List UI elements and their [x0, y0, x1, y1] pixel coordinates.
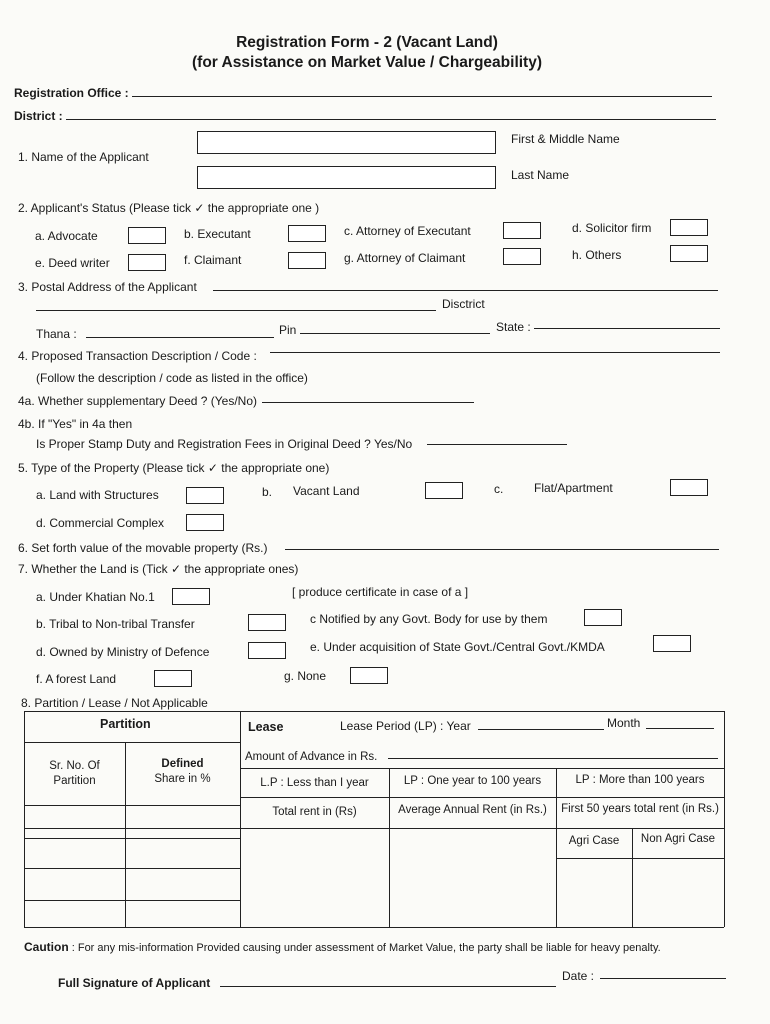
q8-label: 8. Partition / Lease / Not Applicable — [21, 696, 208, 710]
advance-amount-field[interactable] — [388, 758, 718, 759]
land-notified-checkbox[interactable] — [584, 609, 622, 626]
land-forest-checkbox[interactable] — [154, 670, 192, 687]
agri-case-header: Agri Case — [568, 835, 620, 847]
status-others-checkbox[interactable] — [670, 245, 708, 262]
lease-period-label: Lease Period (LP) : Year — [340, 719, 471, 733]
q4a-field[interactable] — [262, 402, 474, 403]
status-advocate-label: a. Advocate — [35, 229, 98, 243]
property-commercial-label: d. Commercial Complex — [36, 516, 165, 530]
property-flat-label: Flat/Apartment — [534, 481, 613, 495]
lease-month-field[interactable] — [646, 728, 714, 729]
status-attorney-executant-label: c. Attorney of Executant — [344, 224, 471, 238]
registration-office-field[interactable] — [132, 96, 712, 97]
form-subtitle: (for Assistance on Market Value / Chargeability) — [192, 54, 542, 71]
land-tribal-checkbox[interactable] — [248, 614, 286, 631]
non-agri-case-header: Non Agri Case — [640, 833, 716, 845]
sr-no-header-2: Partition — [53, 775, 96, 787]
property-vacant-checkbox[interactable] — [425, 482, 463, 499]
land-khatian-checkbox[interactable] — [172, 588, 210, 605]
property-b-label: b. — [262, 485, 273, 499]
property-flat-checkbox[interactable] — [670, 479, 708, 496]
movable-value-field[interactable] — [285, 549, 719, 550]
q7-label: 7. Whether the Land is (Tick ✓ the appropriate ones) — [18, 562, 299, 576]
land-tribal-label: b. Tribal to Non-tribal Transfer — [36, 617, 195, 631]
status-deedwriter-checkbox[interactable] — [128, 254, 166, 271]
property-commercial-checkbox[interactable] — [186, 514, 224, 531]
status-attorney-claimant-label: g. Attorney of Claimant — [344, 251, 466, 265]
status-deedwriter-label: e. Deed writer — [35, 256, 110, 270]
signature-label: Full Signature of Applicant — [58, 976, 211, 990]
land-khatian-label: a. Under Khatian No.1 — [36, 590, 155, 604]
q5-label: 5. Type of the Property (Please tick ✓ the appropriate one) — [18, 461, 330, 475]
signature-field[interactable] — [220, 986, 556, 987]
lp-more-header: LP : More than 100 years — [575, 774, 705, 786]
pin-label: Pin — [279, 323, 297, 337]
q6-label: 6. Set forth value of the movable property (Rs.) — [18, 541, 268, 555]
status-solicitor-label: d. Solicitor firm — [572, 221, 652, 235]
state-field[interactable] — [534, 328, 720, 329]
q4b-label: 4b. If "Yes" in 4a then — [18, 417, 133, 431]
last-name-label: Last Name — [511, 168, 570, 182]
land-defence-label: d. Owned by Ministry of Defence — [36, 645, 210, 659]
lease-year-field[interactable] — [478, 729, 604, 730]
status-attorney-claimant-checkbox[interactable] — [503, 248, 541, 265]
advance-label: Amount of Advance in Rs. — [245, 751, 378, 763]
sr-no-header-1: Sr. No. Of — [49, 760, 100, 772]
status-attorney-executant-checkbox[interactable] — [503, 222, 541, 239]
q4-note: (Follow the description / code as listed in the office) — [36, 371, 308, 385]
q4b-field[interactable] — [427, 444, 567, 445]
status-executant-checkbox[interactable] — [288, 225, 326, 242]
thana-field[interactable] — [86, 337, 274, 338]
q1-label: 1. Name of the Applicant — [18, 150, 149, 164]
land-none-checkbox[interactable] — [350, 667, 388, 684]
q3-label: 3. Postal Address of the Applicant — [18, 280, 197, 294]
defined-header-2: Share in % — [154, 773, 211, 785]
land-notified-label: c Notified by any Govt. Body for use by them — [310, 612, 548, 626]
certificate-note: [ produce certificate in case of a ] — [292, 585, 469, 599]
q4-label: 4. Proposed Transaction Description / Code : — [18, 349, 257, 363]
avg-rent-header: Average Annual Rent (in Rs.) — [398, 804, 547, 816]
property-structures-label: a. Land with Structures — [36, 488, 159, 502]
status-executant-label: b. Executant — [184, 227, 251, 241]
first50-header: First 50 years total rent (in Rs.) — [561, 803, 719, 815]
first-middle-name-input[interactable] — [197, 131, 496, 154]
status-claimant-checkbox[interactable] — [288, 252, 326, 269]
first-middle-name-label: First & Middle Name — [511, 132, 620, 146]
pin-field[interactable] — [300, 333, 490, 334]
form-title: Registration Form - 2 (Vacant Land) — [236, 34, 498, 51]
state-label: State : — [496, 320, 531, 334]
lp-less-header: L.P : Less than I year — [260, 777, 369, 789]
caution-label: Caution — [24, 940, 69, 954]
caution-note — [24, 940, 661, 954]
q4a-label: 4a. Whether supplementary Deed ? (Yes/No) — [18, 394, 258, 408]
status-advocate-checkbox[interactable] — [128, 227, 166, 244]
property-structures-checkbox[interactable] — [186, 487, 224, 504]
postal-address-field-1[interactable] — [213, 290, 718, 291]
last-name-input[interactable] — [197, 166, 496, 189]
land-acquisition-label: e. Under acquisition of State Govt./Central Govt./KMDA — [310, 640, 605, 654]
district-label: District : — [14, 109, 63, 123]
lease-month-label: Month — [607, 716, 641, 730]
transaction-code-field[interactable] — [270, 352, 720, 353]
total-rent-header: Total rent in (Rs) — [272, 806, 357, 818]
status-claimant-label: f. Claimant — [184, 253, 242, 267]
caution-text: : For any mis-information Provided causing under assessment of Market Value, the party shall be liable for heavy penalty. — [71, 942, 661, 954]
registration-office-label: Registration Office : — [14, 86, 129, 100]
status-others-label: h. Others — [572, 248, 622, 262]
postal-address-field-2[interactable] — [36, 310, 436, 311]
land-none-label: g. None — [284, 669, 327, 683]
date-field[interactable] — [600, 978, 726, 979]
land-defence-checkbox[interactable] — [248, 642, 286, 659]
partition-header: Partition — [100, 717, 151, 731]
district-field[interactable] — [66, 119, 716, 120]
land-forest-label: f. A forest Land — [36, 672, 117, 686]
defined-header-1: Defined — [161, 758, 204, 770]
lease-header: Lease — [248, 720, 284, 734]
property-c-label: c. — [494, 482, 504, 496]
thana-label: Thana : — [36, 327, 77, 341]
district-address-label: Disctrict — [442, 297, 485, 311]
property-vacant-label: Vacant Land — [293, 484, 360, 498]
q4b-question: Is Proper Stamp Duty and Registration Fees in Original Deed ? Yes/No — [36, 437, 413, 451]
status-solicitor-checkbox[interactable] — [670, 219, 708, 236]
q2-label: 2. Applicant's Status (Please tick ✓ the appropriate one ) — [18, 201, 320, 215]
land-acquisition-checkbox[interactable] — [653, 635, 691, 652]
lp-one-header: LP : One year to 100 years — [403, 775, 542, 787]
date-label: Date : — [562, 969, 595, 983]
